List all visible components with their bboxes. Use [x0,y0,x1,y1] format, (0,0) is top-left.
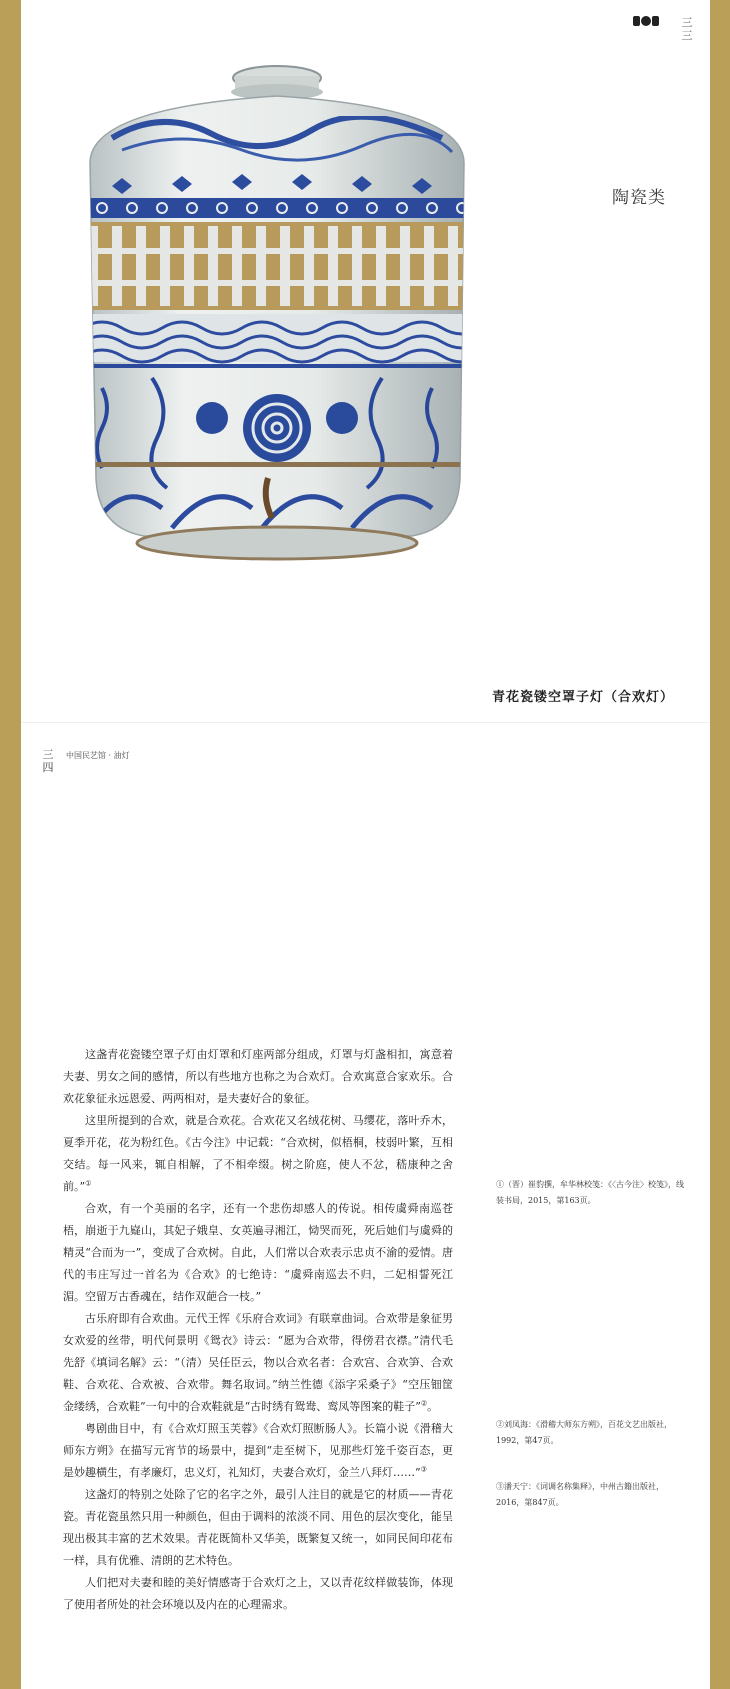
article-body [63,1044,453,1616]
page-divider [21,722,710,723]
category-heading: 陶瓷类 [612,188,666,208]
running-head: 中国民艺馆 · 油灯 [66,751,130,760]
footnote-ref: ① [85,1179,92,1188]
footnote-1: ①（晋）崔豹撰，牟华林校笺：《〈古今注〉校笺》，线装书局，2015，第163页。 [496,1180,684,1205]
paragraph: 粤剧曲目中，有《合欢灯照玉芙蓉》《合欢灯照断肠人》。长篇小说《滑稽大师东方朔》在描写元宵节的场景中，提到“走至树下，见那些灯笼千姿百态，更是妙趣横生，有孝廉灯，忠义灯，礼知灯，夫妻合欢灯，金兰八拜灯……”③ [63,1422,453,1479]
footnote-ref: ③ [420,1465,427,1474]
footnote-3: ③潘天宁：《词调名称集释》，中州古籍出版社，2016，第847页。 [496,1482,664,1507]
paragraph: 人们把对夫妻和睦的美好情感寄于合欢灯之上，又以青花纹样做装饰，体现了使用者所处的社会环境以及内在的心理需求。 [63,1576,453,1611]
paragraph: 合欢，有一个美丽的名字，还有一个悲伤却感人的传说。相传虞舜南巡苍梧，崩逝于九嶷山，其妃子娥皇、女英遍寻湘江，恸哭而死，死后她们与虞舜的精灵“合而为一”，变成了合欢树。自此，人们常以合欢表示忠贞不渝的爱情。唐代的韦庄写过一首名为《合欢》的七绝诗：“虞舜南巡去不归，二妃相誓死江湄。空留万古香魂在，结作双葩合一枝。” [63,1202,453,1303]
footnote-ref: ② [420,1399,428,1408]
page-number-top: 三三 [681,16,693,42]
paragraph: 古乐府即有合欢曲。元代王恽《乐府合欢词》有联章曲词。合欢带是象征男女欢爱的丝带，明代何景明《鸳衣》诗云：“愿为合欢带，得傍君衣襟。”清代毛先舒《填词名解》云：“（清）吴任臣云，物以合欢名者：合欢宫、合欢笋、合欢鞋、合欢花、合欢被、合欢带。舞名取词。”纳兰性德《添字采桑子》“空压钿筐金缕绣，合欢鞋”一句中的合欢鞋就是“古时绣有鸳鸯、鸾凤等图案的鞋子”②。 [63,1312,453,1413]
porcelain-lamp-image [82,58,472,598]
footnote-2: ②刘凤海：《滑稽大师东方朔》，百花文艺出版社，1992，第47页。 [496,1420,672,1445]
paragraph: 这盏灯的特别之处除了它的名字之外，最引人注目的就是它的材质——青花瓷。青花瓷虽然只用一种颜色，但由于调料的浓淡不同、用色的层次变化，能呈现出极其丰富的艺术效果。青花既简朴又华美，既繁复又统一，如同民间印花布一样，具有优雅、清朗的艺术特色。 [63,1488,453,1567]
paragraph: 这里所提到的合欢，就是合欢花。合欢花又名绒花树、马缨花，落叶乔木，夏季开花，花为粉红色。《古今注》中记载：“合欢树，似梧桐，枝弱叶繁，互相交结。每一风来，辄自相解，了不相牵缀。树之阶庭，使人不忿，嵇康种之舍前。”① [63,1114,453,1193]
image-caption: 青花瓷镂空罩子灯（合欢灯） [491,690,674,705]
section-emblem-icon [633,14,659,28]
paragraph: 这盏青花瓷镂空罩子灯由灯罩和灯座两部分组成，灯罩与灯盏相扣，寓意着夫妻、男女之间的感情，所以有些地方也称之为合欢灯。合欢寓意合家欢乐。合欢花象征永远恩爱、两两相对，是夫妻好合的象征。 [63,1048,453,1105]
page-number-bottom: 三四 [42,748,54,774]
